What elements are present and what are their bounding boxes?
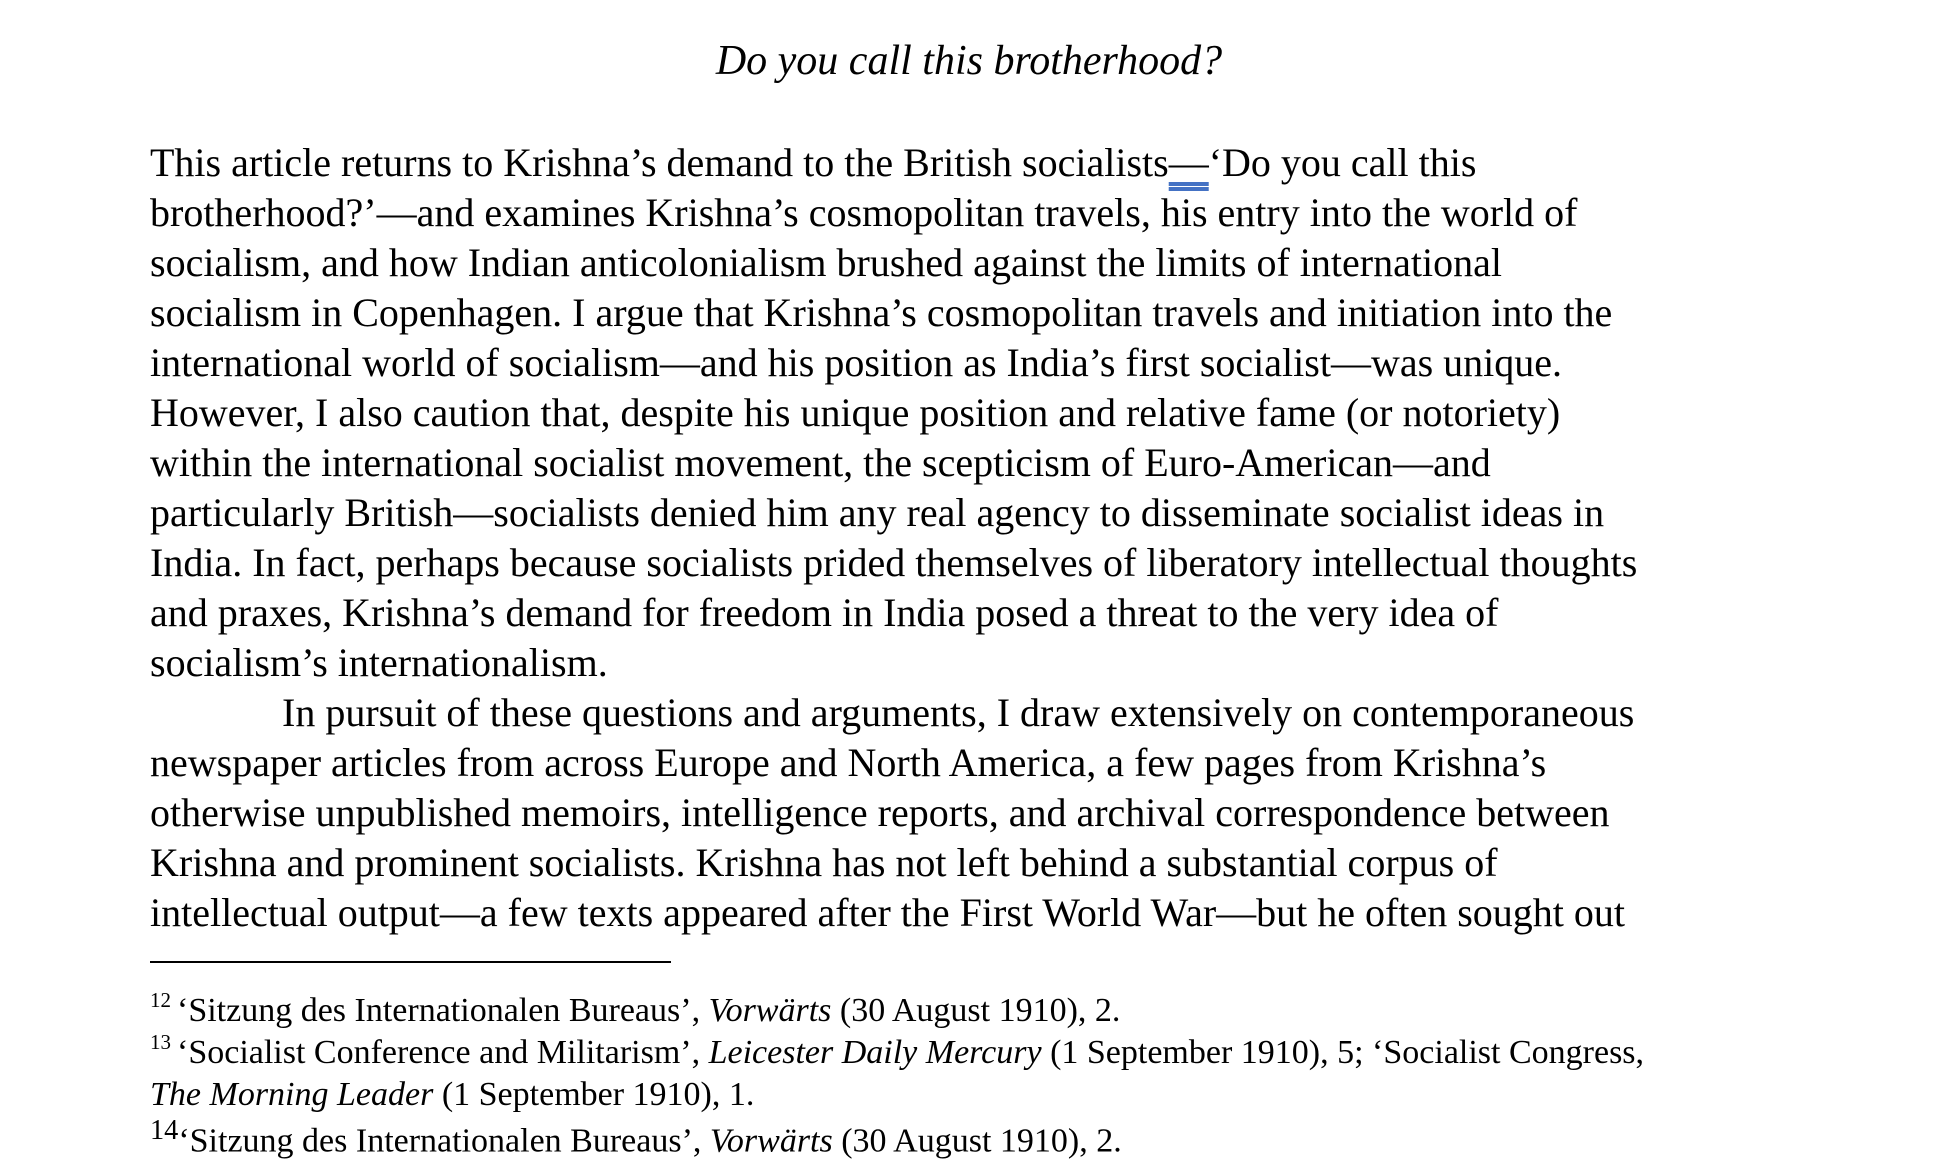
footnote-text: (1 September 1910), 5; ‘Socialist Congress, (1041, 1034, 1645, 1071)
paragraph-1-line: socialism in Copenhagen. I argue that Krishna’s cosmopolitan travels and initiation into the (150, 290, 1613, 335)
paragraph-2-line: newspaper articles from across Europe and North America, a few pages from Krishna’s (150, 740, 1547, 785)
footnote-separator (150, 961, 671, 963)
footnotes (150, 988, 1850, 1160)
footnote-number: 12 (150, 988, 171, 1012)
paragraph-1-line-1 (150, 138, 1790, 188)
footnote-12 (150, 990, 1850, 1032)
paragraph-1-line: and praxes, Krishna’s demand for freedom in India posed a threat to the very idea of (150, 590, 1499, 635)
paragraph-1-line: However, I also caution that, despite his unique position and relative fame (or notoriety) (150, 390, 1561, 435)
body-text (150, 138, 1790, 938)
footnote-publication: The Morning Leader (150, 1076, 434, 1113)
footnote-text: ‘Sitzung des Internationalen Bureaus’, (177, 992, 709, 1029)
paragraph-2-line: Krishna and prominent socialists. Krishna has not left behind a substantial corpus of (150, 840, 1498, 885)
paragraph-1-line: particularly British—socialists denied him any real agency to disseminate socialist ideas in (150, 490, 1605, 535)
text-segment: ‘Do you call this (1208, 140, 1477, 185)
text-segment: This article returns to Krishna’s demand to the British socialists (150, 140, 1169, 185)
paragraph-1-line: socialism, and how Indian anticolonialism brushed against the limits of international (150, 240, 1502, 285)
paragraph-1-line: international world of socialism—and his position as India’s first socialist—was unique. (150, 340, 1563, 385)
footnote-publication: Vorwärts (708, 992, 832, 1029)
footnote-publication: Vorwärts (709, 1122, 833, 1160)
footnote-text: (30 August 1910), 2. (831, 992, 1121, 1029)
section-heading: Do you call this brotherhood? (715, 38, 1223, 84)
paragraph-2-line: intellectual output—a few texts appeared after the First World War—but he often sought out (150, 890, 1626, 935)
footnote-publication: Leicester Daily Mercury (708, 1034, 1042, 1071)
footnote-13 (150, 1032, 1850, 1074)
paragraph-1-line: brotherhood?’—and examines Krishna’s cosmopolitan travels, his entry into the world of (150, 190, 1578, 235)
footnote-number: 14 (150, 1115, 179, 1146)
paragraph-2-line-1: In pursuit of these questions and arguments, I draw extensively on contemporaneous (282, 690, 1635, 735)
footnote-text: (1 September 1910), 1. (433, 1076, 755, 1113)
footnote-14-partial (150, 1115, 1850, 1160)
footnote-number: 13 (150, 1030, 171, 1054)
footnote-text: ‘Socialist Conference and Militarism’, (177, 1034, 709, 1071)
paragraph-1-line: India. In fact, perhaps because socialists prided themselves of liberatory intellectual thoughts (150, 540, 1638, 585)
paragraph-1-line: within the international socialist movement, the scepticism of Euro-American—and (150, 440, 1491, 485)
paragraph-2-line: otherwise unpublished memoirs, intelligence reports, and archival correspondence between (150, 790, 1610, 835)
footnote-text: ‘Sitzung des Internationalen Bureaus’, (178, 1122, 710, 1160)
footnote-text: (30 August 1910), 2. (832, 1122, 1122, 1160)
paragraph-1-line: socialism’s internationalism. (150, 640, 608, 685)
grammar-check-underline[interactable]: — (1168, 140, 1209, 185)
